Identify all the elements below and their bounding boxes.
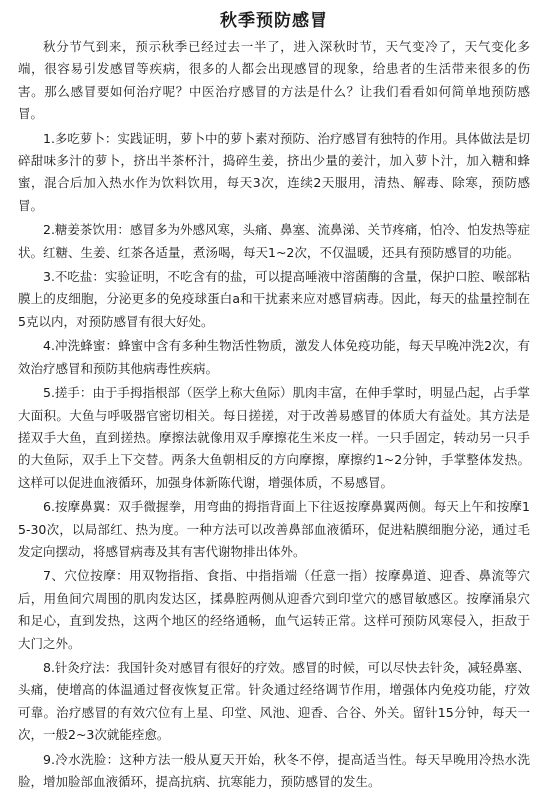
- document-page: [18, 8, 530, 793]
- tip-rub-hands-paragraph: 5.搓手：由于手拇指根部（医学上称大鱼际）肌肉丰富，在伸手掌时，明显凸起，占手掌大面积。大鱼与呼吸器官密切相关。每日搓搓，对于改善易感冒的体质大有益处。其方法是搓双手大鱼，直到搓热。摩擦法就像用双手摩擦花生米皮一样。一只手固定，转动另一只手的大鱼际，双手上下交替。两条大鱼朝相反的方向摩擦，摩擦约1~2分钟，手掌整体发热。这样可以促进血液循环，加强身体新陈代谢，增强体质，不易感冒。: [18, 385, 530, 490]
- tip-nose-massage-paragraph: 6.按摩鼻翼：双手微握拳，用弯曲的拇指背面上下往返按摩鼻翼两侧。每天上午和按摩15-30次，以局部红、热为度。一种方法可以改善鼻部血液循环，促进粘膜细胞分泌，通过毛发定向摆动，将感冒病毒及其有害代谢物排出体外。: [18, 499, 530, 559]
- document-title: 秋季预防感冒: [220, 11, 328, 31]
- tip-salt-paragraph: 3.不吃盐：实验证明，不吃含有的盐，可以提高唾液中溶菌酶的含量，保护口腔、喉部粘膜上的皮细胞，分泌更多的免疫球蛋白a和干扰素来应对感冒病毒。因此，每天的盐量控制在5克以内，对预防感冒有很大好处。: [18, 269, 530, 329]
- tip-cold-water-paragraph: 9.冷水洗脸：这种方法一般从夏天开始，秋冬不停，提高适当性。每天早晚用冷热水洗脸，增加脸部血液循环，提高抗病、抗寒能力，预防感冒的发生。: [18, 751, 530, 789]
- tip-acupuncture-paragraph: 8.针灸疗法：我国针灸对感冒有很好的疗效。感冒的时候，可以尽快去针灸，减轻鼻塞、头痛，使增高的体温通过督夜恢复正常。针灸通过经络调节作用，增强体内免疫功能，疗效可靠。治疗感冒的有效穴位有上星、印堂、风池、迎香、合谷、外关。留针15分钟，每天一次，一般2~3次就能痊愈。: [18, 659, 530, 743]
- tip-ginger-tea-paragraph: 2.糖姜茶饮用：感冒多为外感风寒，头痛、鼻塞、流鼻涕、关节疼痛，怕冷、怕发热等症状。红糖、生姜、红茶各适量，煮汤喝，每天1~2次，不仅温暖，还具有预防感冒的功能。: [18, 222, 530, 260]
- intro-paragraph: 秋分节气到来，预示秋季已经过去一半了，进入深秋时节，天气变冷了，天气变化多端，很容易引发感冒等疾病，很多的人都会出现感冒的现象，给患者的生活带来很多的伤害。那么感冒要如何治疗呢？中医治疗感冒的方法是什么？让我们看看如何简单地预防感冒。: [18, 39, 530, 122]
- tip-acupoint-paragraph: 7、穴位按摩：用双物指指、食指、中指指端（任意一指）按摩鼻道、迎香、鼻流等穴后，用鱼间穴周围的肌肉发达区，揉鼻腔两侧从迎香穴到印堂穴的感冒敏感区。按摩涌泉穴和足心，直到发热，这两个地区的经络通畅，血气运转正常。这样可预防风寒侵入，拒敌于大门之外。: [18, 568, 530, 651]
- tip-honey-paragraph: 4.冲洗蜂蜜：蜂蜜中含有多种生物活性物质，激发人体免疫功能，每天早晚冲洗2次，有效治疗感冒和预防其他病毒性疾病。: [18, 338, 530, 376]
- tip-radish-paragraph: 1.多吃萝卜：实践证明，萝卜中的萝卜素对预防、治疗感冒有独特的作用。具体做法是切碎甜味多汁的萝卜，挤出半茶杯汁，捣碎生姜，挤出少量的姜汁，加入萝卜汁，加入糖和蜂蜜，混合后加入热水作为饮料饮用，每天3次，连续2天服用，清热、解毒、除寒，预防感冒。: [18, 130, 530, 213]
